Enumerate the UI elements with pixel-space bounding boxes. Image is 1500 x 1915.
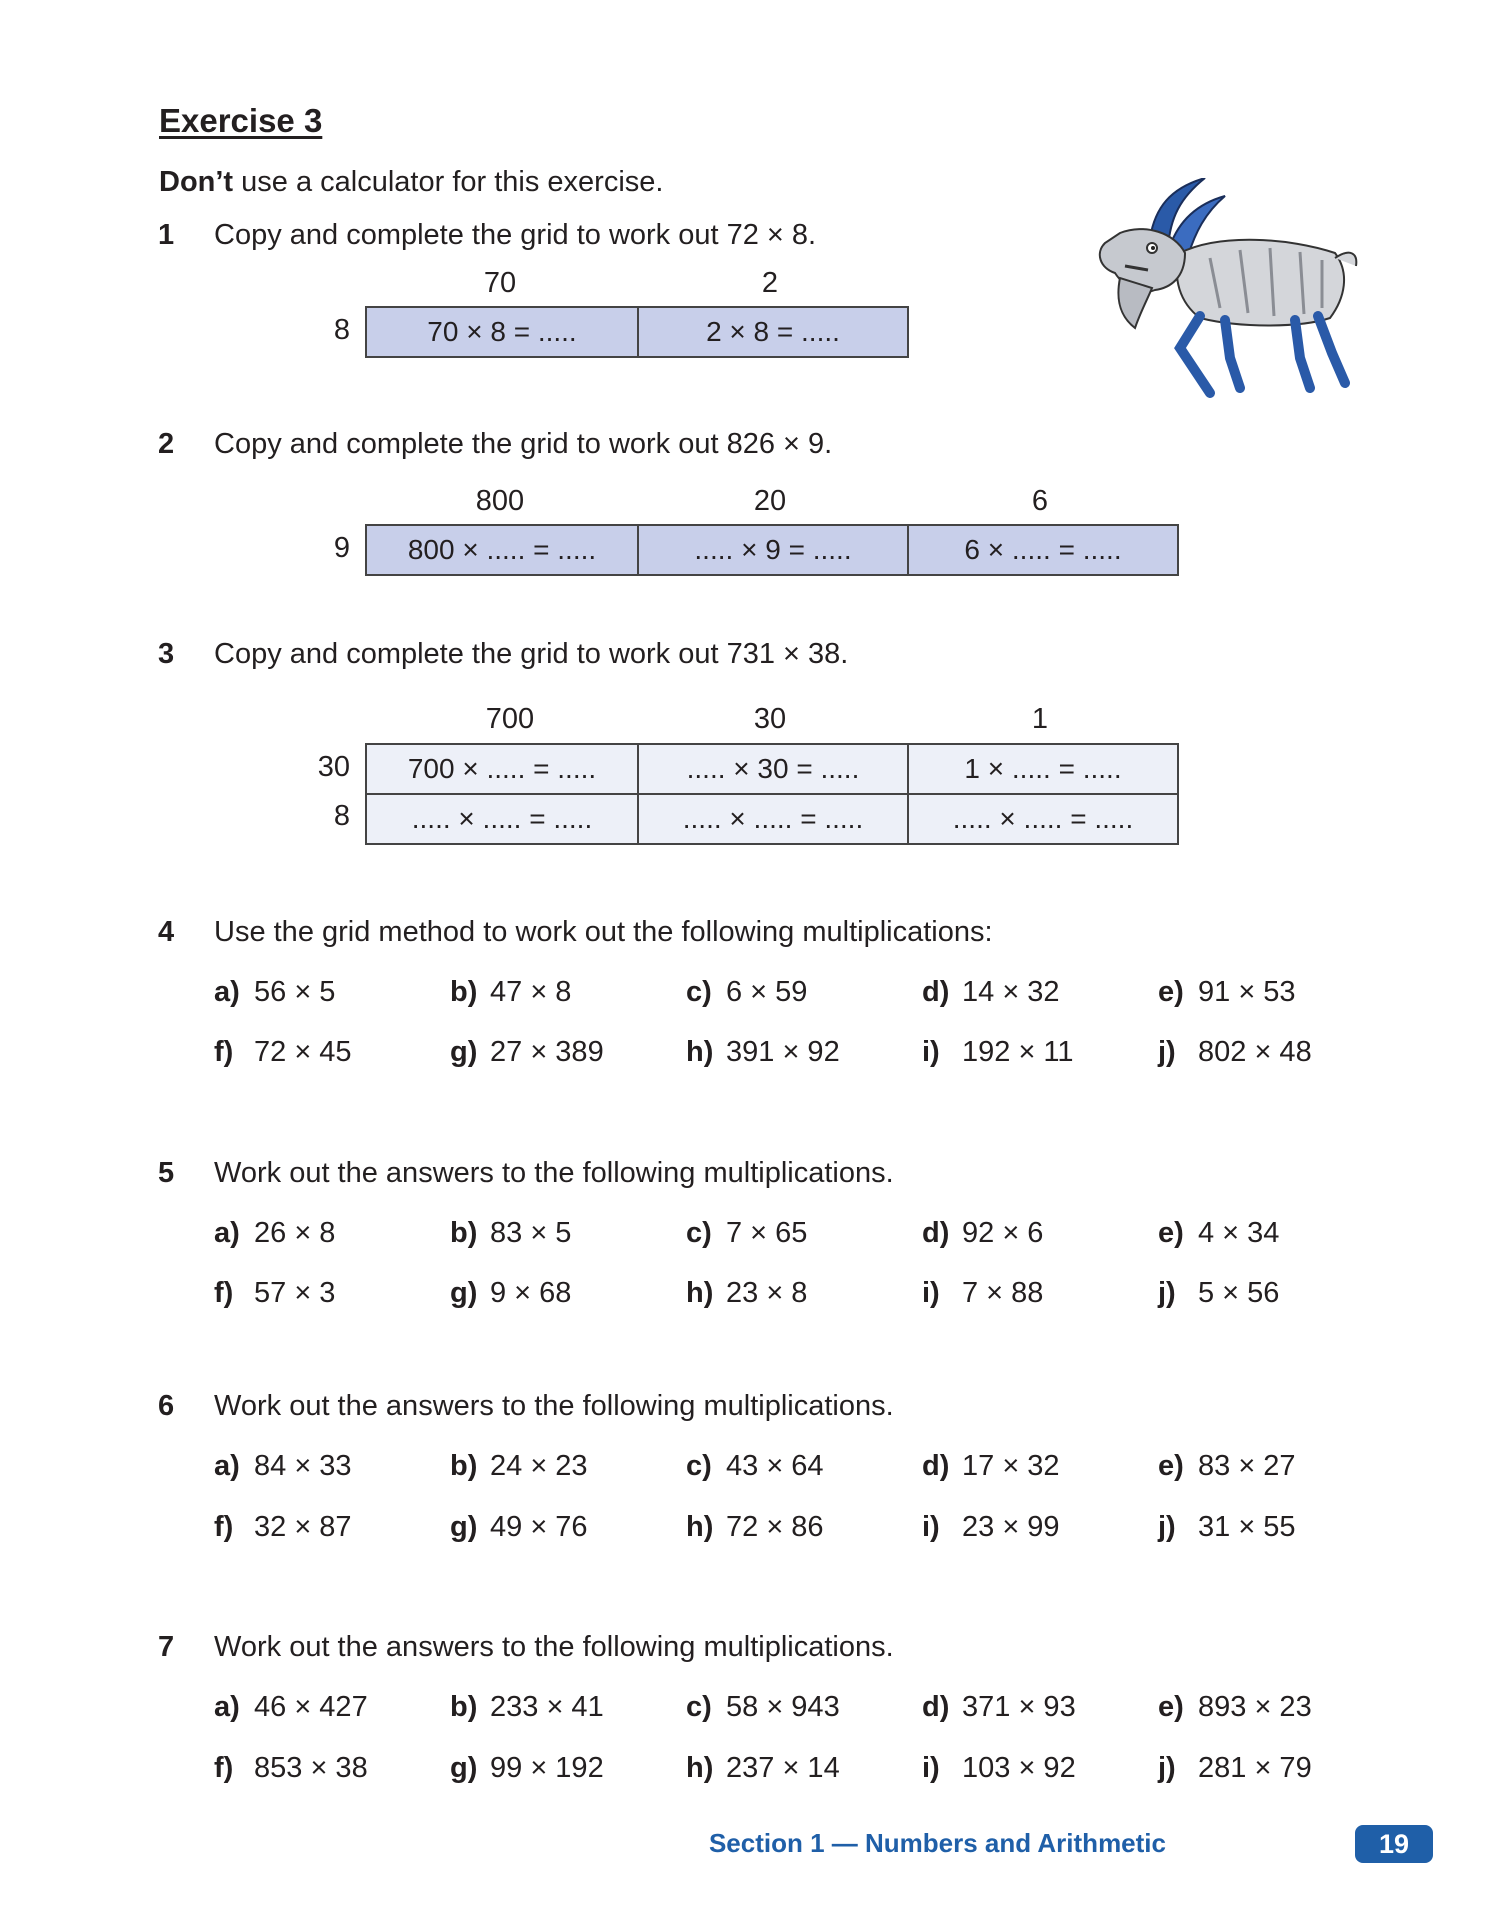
list-item: i) 23 × 99	[922, 1511, 1060, 1543]
grid-cell: 800 × ..... = .....	[367, 526, 637, 574]
list-item: j) 802 × 48	[1158, 1036, 1312, 1068]
q6-number: 6	[158, 1390, 175, 1422]
q3-col-head: 700	[485, 703, 535, 735]
list-item: c) 7 × 65	[686, 1217, 808, 1249]
grid-cell: 2 × 8 = .....	[637, 308, 907, 356]
list-item: f) 72 × 45	[214, 1036, 352, 1068]
list-item: e) 91 × 53	[1158, 976, 1296, 1008]
grid-cell: ..... × 30 = .....	[637, 745, 907, 793]
grid-cell: 70 × 8 = .....	[367, 308, 637, 356]
list-item: b) 24 × 23	[450, 1450, 588, 1482]
q3-grid	[365, 743, 1179, 845]
q1-number: 1	[158, 219, 175, 251]
list-item: j) 5 × 56	[1158, 1277, 1280, 1309]
q3-col-head: 1	[1031, 703, 1049, 735]
list-item: h) 23 × 8	[686, 1277, 808, 1309]
list-item: f) 32 × 87	[214, 1511, 352, 1543]
q5-text: Work out the answers to the following multiplications.	[214, 1157, 894, 1189]
q2-col-head: 800	[475, 485, 525, 517]
list-item: c) 58 × 943	[686, 1691, 840, 1723]
intro-text: use a calculator for this exercise.	[233, 166, 664, 198]
list-item: a) 46 × 427	[214, 1691, 368, 1723]
q6-text: Work out the answers to the following multiplications.	[214, 1390, 894, 1422]
list-item: h) 72 × 86	[686, 1511, 824, 1543]
goat-illustration	[1060, 178, 1360, 418]
list-item: d) 17 × 32	[922, 1450, 1060, 1482]
q1-col-head: 70	[483, 267, 517, 299]
q2-grid	[365, 524, 1179, 576]
list-item: f) 853 × 38	[214, 1752, 368, 1784]
list-item: f) 57 × 3	[214, 1277, 336, 1309]
exercise-intro	[159, 166, 663, 199]
q3-col-head: 30	[753, 703, 787, 735]
q5-number: 5	[158, 1157, 175, 1189]
q1-text: Copy and complete the grid to work out 72 × 8.	[214, 219, 817, 251]
list-item: d) 92 × 6	[922, 1217, 1044, 1249]
grid-cell: 6 × ..... = .....	[907, 526, 1177, 574]
list-item: d) 371 × 93	[922, 1691, 1076, 1723]
list-item: g) 9 × 68	[450, 1277, 572, 1309]
list-item: d) 14 × 32	[922, 976, 1060, 1008]
list-item: a) 84 × 33	[214, 1450, 352, 1482]
list-item: a) 56 × 5	[214, 976, 336, 1008]
list-item: j) 281 × 79	[1158, 1752, 1312, 1784]
grid-cell: ..... × ..... = .....	[907, 795, 1177, 843]
list-item: g) 27 × 389	[450, 1036, 604, 1068]
q4-text: Use the grid method to work out the following multiplications:	[214, 916, 993, 948]
list-item: a) 26 × 8	[214, 1217, 336, 1249]
q3-row-head: 8	[333, 800, 350, 832]
list-item: g) 99 × 192	[450, 1752, 604, 1784]
list-item: h) 237 × 14	[686, 1752, 840, 1784]
q6-items-row	[214, 1511, 1394, 1544]
grid-cell: 1 × ..... = .....	[907, 745, 1177, 793]
q2-row-head: 9	[333, 532, 350, 564]
grid-row	[367, 793, 1177, 843]
grid-cell: ..... × 9 = .....	[637, 526, 907, 574]
q1-grid	[365, 306, 909, 358]
q1-row-head: 8	[333, 314, 350, 346]
q2-text: Copy and complete the grid to work out 826 × 9.	[214, 428, 833, 460]
q2-col-head: 6	[1031, 485, 1049, 517]
list-item: i) 192 × 11	[922, 1036, 1074, 1068]
list-item: j) 31 × 55	[1158, 1511, 1296, 1543]
q4-items-row	[214, 1036, 1394, 1069]
list-item: c) 43 × 64	[686, 1450, 824, 1482]
list-item: b) 233 × 41	[450, 1691, 604, 1723]
list-item: b) 83 × 5	[450, 1217, 572, 1249]
q7-items-row	[214, 1752, 1394, 1785]
section-footer: Section 1 — Numbers and Arithmetic	[708, 1828, 1166, 1858]
list-item: h) 391 × 92	[686, 1036, 840, 1068]
intro-bold: Don’t	[159, 166, 234, 198]
page-number-badge: 19	[1355, 1825, 1433, 1863]
exercise-title: Exercise 3	[159, 102, 323, 139]
q7-text: Work out the answers to the following multiplications.	[214, 1631, 894, 1663]
q7-number: 7	[158, 1631, 175, 1663]
q3-row-head: 30	[317, 751, 350, 783]
list-item: i) 7 × 88	[922, 1277, 1044, 1309]
list-item: b) 47 × 8	[450, 976, 572, 1008]
list-item: e) 4 × 34	[1158, 1217, 1280, 1249]
grid-row	[367, 745, 1177, 793]
q4-items-row	[214, 976, 1394, 1009]
q2-number: 2	[158, 428, 175, 460]
q5-items-row	[214, 1217, 1394, 1250]
list-item: i) 103 × 92	[922, 1752, 1076, 1784]
list-item: g) 49 × 76	[450, 1511, 588, 1543]
q6-items-row	[214, 1450, 1394, 1483]
q1-col-head: 2	[761, 267, 779, 299]
q5-items-row	[214, 1277, 1394, 1310]
grid-cell: ..... × ..... = .....	[367, 795, 637, 843]
q4-number: 4	[158, 916, 175, 948]
q2-col-head: 20	[753, 485, 787, 517]
list-item: e) 893 × 23	[1158, 1691, 1312, 1723]
list-item: e) 83 × 27	[1158, 1450, 1296, 1482]
grid-cell: 700 × ..... = .....	[367, 745, 637, 793]
q3-number: 3	[158, 638, 175, 670]
q3-text: Copy and complete the grid to work out 731 × 38.	[214, 638, 849, 670]
list-item: c) 6 × 59	[686, 976, 808, 1008]
grid-cell: ..... × ..... = .....	[637, 795, 907, 843]
q7-items-row	[214, 1691, 1394, 1724]
